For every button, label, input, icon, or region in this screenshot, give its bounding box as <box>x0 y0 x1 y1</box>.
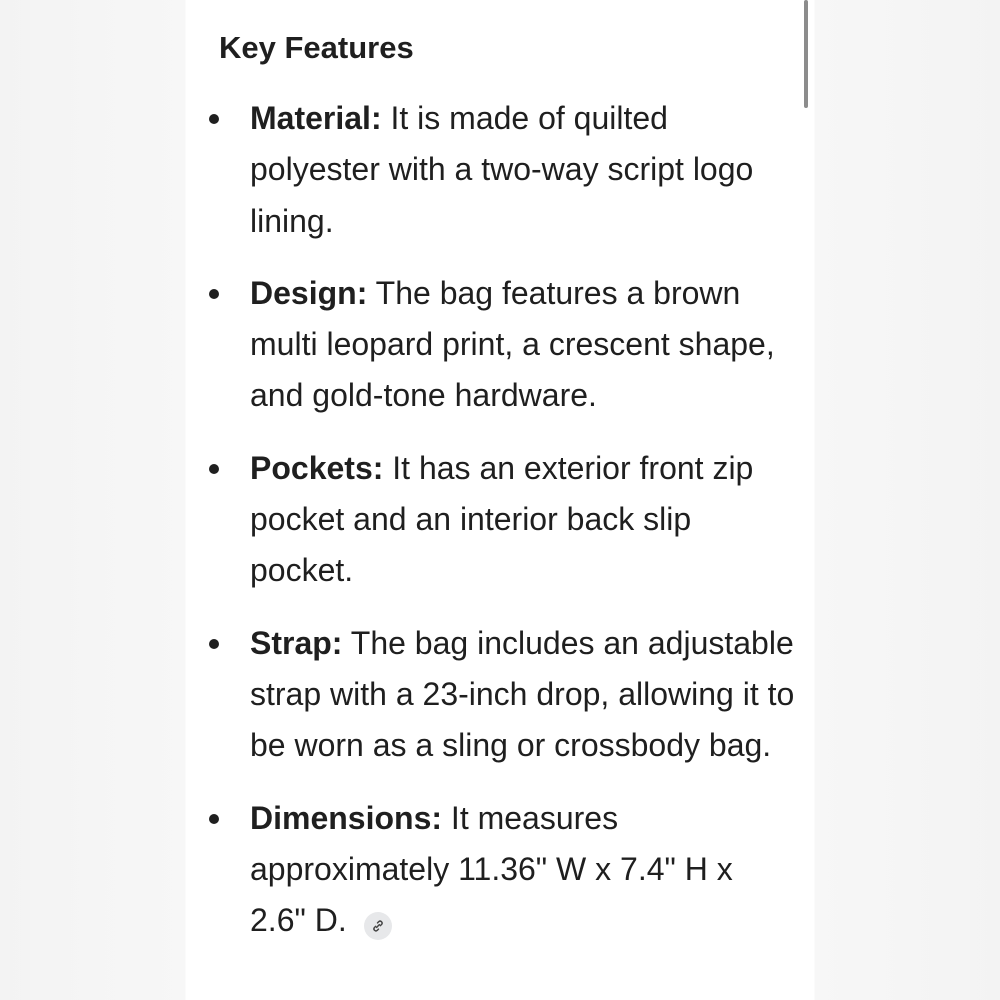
feature-label: Pockets: <box>250 449 384 486</box>
feature-label: Strap: <box>250 624 343 661</box>
link-icon[interactable] <box>364 912 392 940</box>
link-icon-glyph <box>370 918 386 934</box>
features-list <box>205 93 795 967</box>
feature-label: Dimensions: <box>250 799 443 836</box>
feature-pockets <box>205 443 795 597</box>
scrollbar-thumb[interactable] <box>804 0 808 108</box>
bullet-dot <box>209 289 219 299</box>
feature-label: Material: <box>250 100 382 136</box>
feature-dimensions <box>205 793 795 947</box>
feature-label: Design: <box>250 274 368 311</box>
bullet-dot <box>209 639 219 649</box>
bullet-dot <box>209 814 219 824</box>
feature-text: The bag features a brown multi leopard print, a crescent shape, and gold-tone hardware. <box>250 274 775 414</box>
feature-strap <box>205 618 795 772</box>
feature-material <box>205 93 795 247</box>
feature-design <box>205 268 795 422</box>
bullet-dot <box>209 464 219 474</box>
feature-text: It measures approximately 11.36" W x 7.4" H x 2.6" D. <box>250 799 733 939</box>
feature-text: The bag includes an adjustable strap with a 23-inch drop, allowing it to be worn as a sling or crossbody bag. <box>250 624 795 764</box>
section-heading: Key Features <box>219 30 414 65</box>
bullet-dot <box>209 114 219 124</box>
feature-text: It is made of quilted polyester with a two-way script logo lining. <box>250 100 754 239</box>
feature-text: It has an exterior front zip pocket and an interior back slip pocket. <box>250 449 754 589</box>
